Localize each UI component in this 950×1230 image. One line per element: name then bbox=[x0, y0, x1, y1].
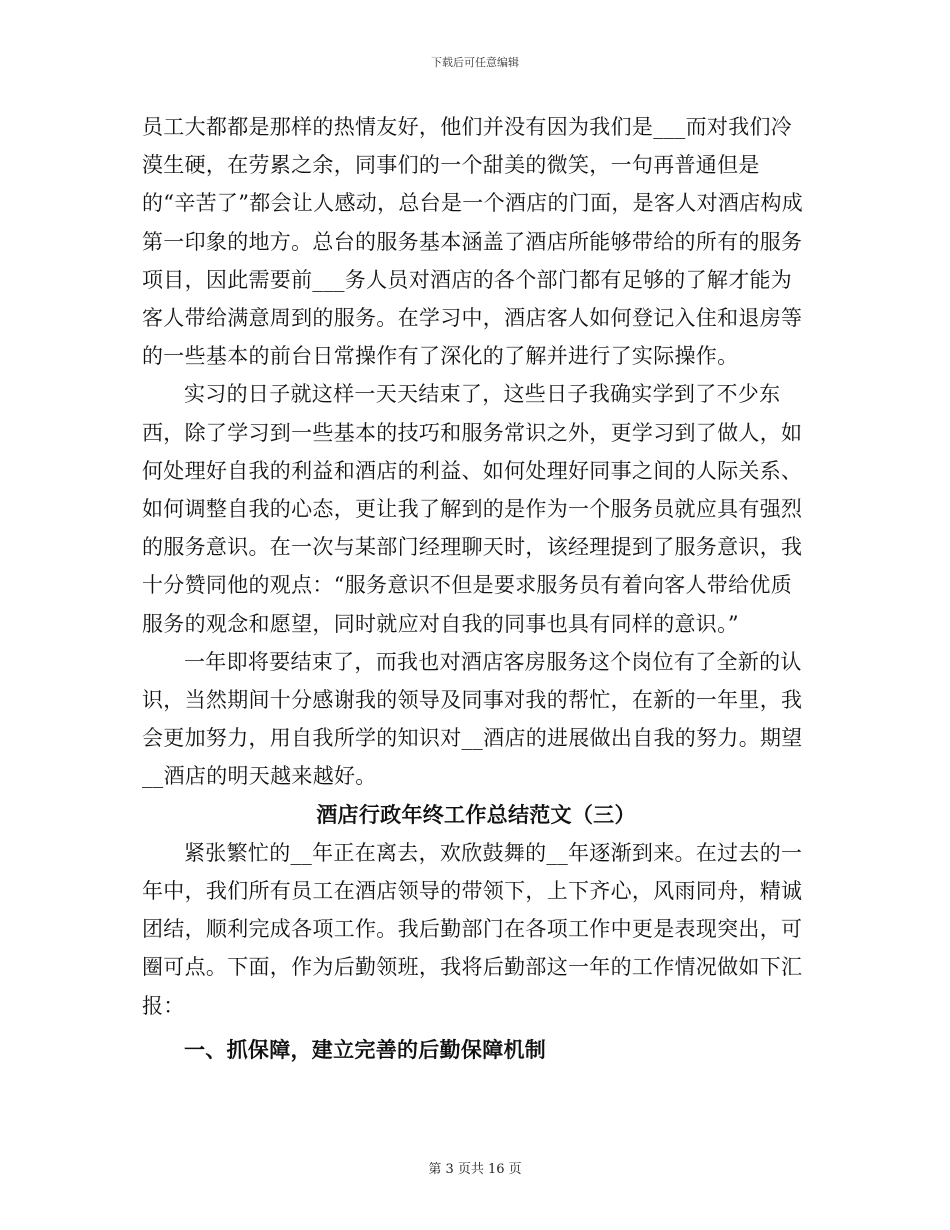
page-footer: 第 3 页共 16 页 bbox=[428, 1162, 522, 1177]
page-header: 下载后可任意编辑 bbox=[431, 56, 519, 69]
section-title: 酒店行政年终工作总结范文（三） bbox=[316, 801, 636, 827]
paragraph-year-end: 一年即将要结束了，而我也对酒店客房服务这个岗位有了全新的认识，当然期间十分感谢我的领导及同事对我的帮忙，在新的一年里，我会更加努力，用自我所学的知识对__酒店的进展做出自我的努力。期望__酒店的明天越来越好。 bbox=[142, 649, 803, 789]
paragraph-continued: 员工大都都是那样的热情友好，他们并没有因为我们是___而对我们冷漠生硬，在劳累之余，同事们的一个甜美的微笑，一句再普通但是的“辛苦了”都会让人感动，总台是一个酒店的门面，是客人对酒店构成第一印象的地方。总台的服务基本涵盖了酒店所能够带给的所有的服务项目，因此需要前___务人员对酒店的各个部门都有足够的了解才能为客人带给满意周到的服务。在学习中，酒店客人如何登记入住和退房等的一些基本的前台日常操作有了深化的了解并进行了实际操作。 bbox=[142, 115, 804, 369]
document-body bbox=[142, 108, 810, 1069]
paragraph-internship: 实习的日子就这样一天天结束了，这些日子我确实学到了不少东西，除了学习到一些基本的技巧和服务常识之外，更学习到了做人，如何处理好自我的利益和酒店的利益、如何处理好同事之间的人际关系、如何调整自我的心态，更让我了解到的是作为一个服务员就应具有强烈的服务意识。在一次与某部门经理聊天时，该经理提到了服务意识，我十分赞同他的观点：“服务意识不但是要求服务员有着向客人带给优质服务的观念和愿望，同时就应对自我的同事也具有同样的意识。” bbox=[142, 382, 803, 636]
paragraph-intro: 紧张繁忙的__年正在离去，欢欣鼓舞的__年逐渐到来。在过去的一年中，我们所有员工在酒店领导的带领下，上下齐心，风雨同舟，精诚团结，顺利完成各项工作。我后勤部门在各项工作中更是表现突出，可圈可点。下面，作为后勤领班，我将后勤部这一年的工作情况做如下汇报： bbox=[142, 840, 803, 1018]
section-heading: 一、抓保障，建立完善的后勤保障机制 bbox=[184, 1036, 547, 1062]
